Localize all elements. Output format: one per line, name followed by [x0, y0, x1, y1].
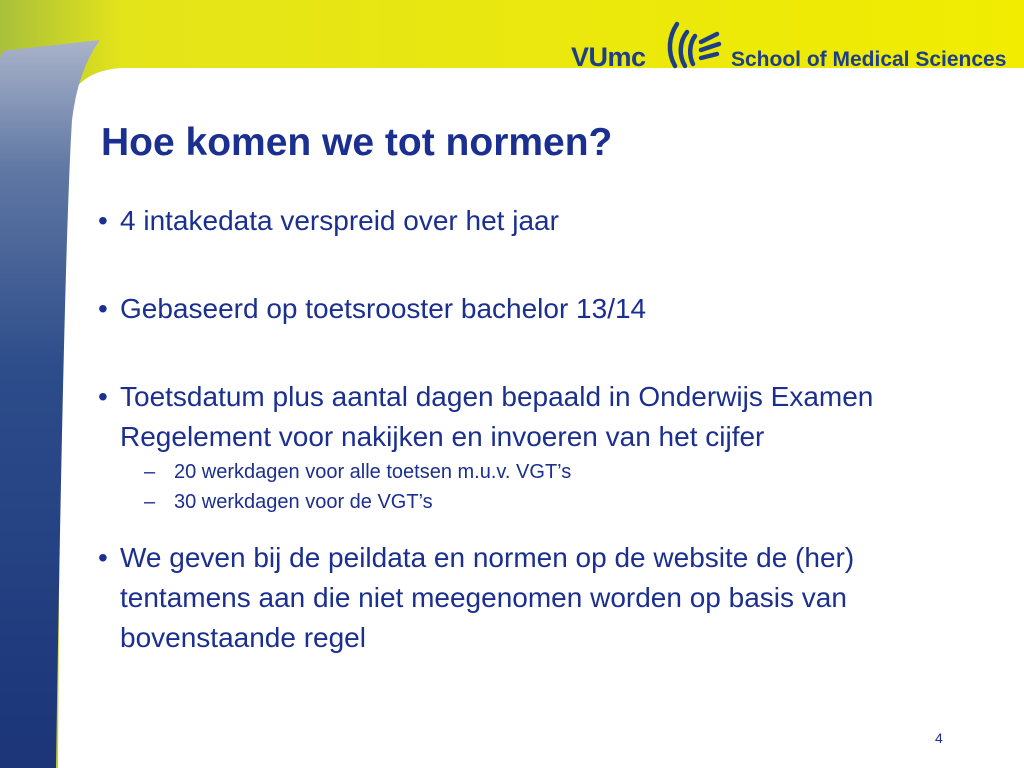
bullet-item — [96, 201, 966, 241]
vumc-wordmark: VUmc — [571, 42, 646, 72]
bullet-text: 4 intakedata verspreid over het jaar — [120, 205, 559, 236]
sub-bullet-text: 20 werkdagen voor alle toetsen m.u.v. VGT’s — [174, 461, 572, 483]
bullet-text: We geven bij de peildata en normen op de website de (her) tentamens aan die niet meegenomen worden op basis van bovenstaande regel — [120, 542, 855, 653]
slide-body — [96, 201, 966, 658]
sub-bullet-item — [96, 457, 966, 487]
bullet-item — [96, 289, 966, 329]
school-name: School of Medical Sciences — [731, 48, 1007, 71]
sub-bullet-marker: – — [144, 461, 156, 483]
sub-bullet-item — [96, 487, 966, 517]
sub-bullet-marker: – — [144, 491, 156, 513]
bullet-marker: • — [98, 381, 108, 412]
bullet-marker: • — [98, 205, 108, 236]
bullet-marker: • — [98, 293, 108, 324]
slide-title: Hoe komen we tot normen? — [101, 121, 613, 164]
sub-bullet-text: 30 werkdagen voor de VGT’s — [174, 491, 433, 513]
bullet-marker: • — [98, 542, 108, 573]
vumc-logo-icon — [655, 20, 723, 72]
bullet-text: Gebaseerd op toetsrooster bachelor 13/14 — [120, 293, 647, 324]
bullet-item — [96, 538, 960, 658]
bullet-item — [96, 377, 920, 457]
bullet-text: Toetsdatum plus aantal dagen bepaald in Onderwijs Examen Regelement voor nakijken en invoeren van het cijfer — [120, 381, 874, 452]
page-number: 4 — [935, 730, 943, 746]
